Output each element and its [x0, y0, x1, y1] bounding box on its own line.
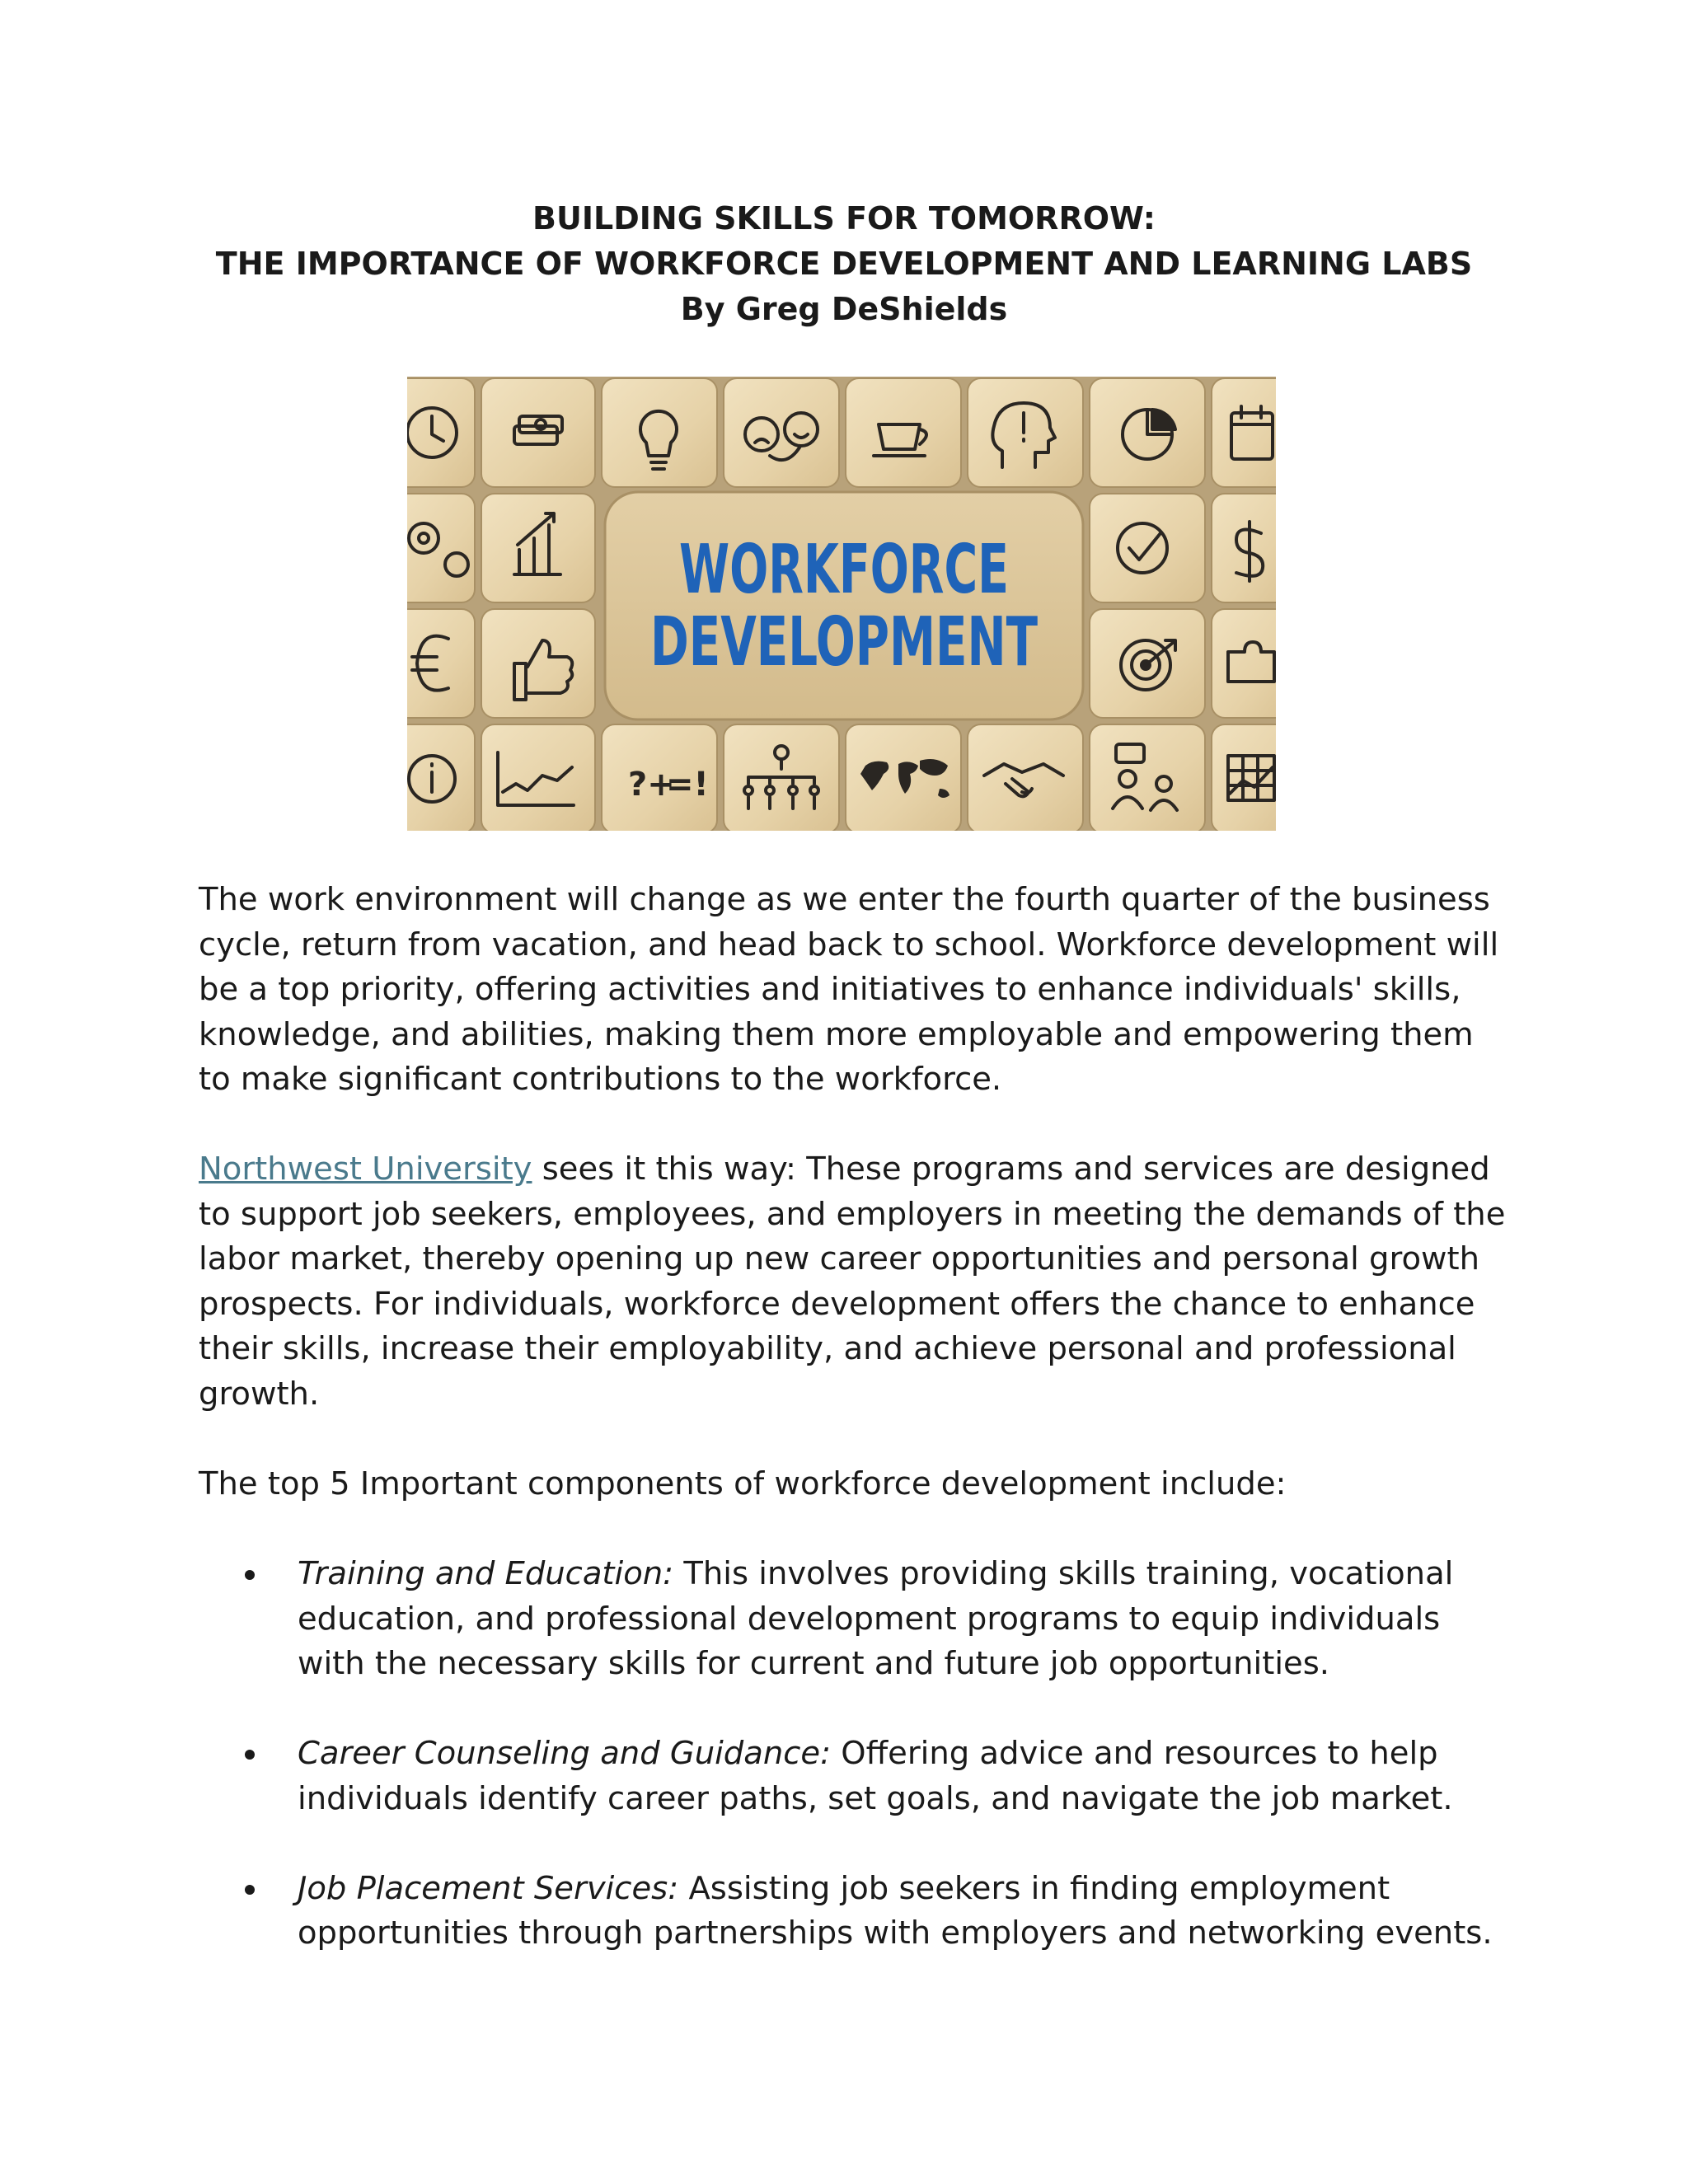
list-item: [199, 1552, 1509, 1687]
byline: By Greg DeShields: [680, 291, 1008, 327]
component-term: Career Counseling and Guidance:: [298, 1735, 832, 1772]
component-text: Offering advice and resources to help individuals identify career paths, set goals, and navigate the job market.: [298, 1735, 1453, 1817]
hero-text-workforce: WORKFORCE: [679, 531, 1009, 609]
list-item: [199, 1867, 1509, 1957]
dice-symbols-right: =!: [666, 766, 709, 804]
component-term: Training and Education:: [298, 1555, 674, 1592]
list-item: [199, 1732, 1509, 1821]
paragraph-intro: The work environment will change as we enter the fourth quarter of the business cycle, return from vacation, and head back to school. Workforce development will be a top priority, offering activities and initiatives to enhance individuals' skills, knowledge, and abilities, making them more employable and empowering them to make significant contributions to the workforce.: [199, 881, 1499, 1098]
component-term: Job Placement Services:: [298, 1869, 679, 1907]
paragraph-northwest: [199, 1147, 1509, 1417]
northwest-university-link[interactable]: Northwest University: [199, 1151, 532, 1188]
title-block: [0, 196, 1688, 332]
title-line-1: BUILDING SKILLS FOR TOMORROW:: [532, 200, 1156, 237]
dice-symbols-left: ?+: [628, 766, 675, 804]
bullet-icon: [245, 1750, 255, 1760]
paragraph-northwest-text: sees it this way: These programs and services are designed to support job seekers, employees, and employers in meeting the demands of the labor market, thereby opening up new career opportunities and personal growth prospects. For individuals, workforce development offers the chance to enhance their skills, increase their employability, and achieve personal and professional growth.: [199, 1151, 1506, 1413]
components-list: [199, 1552, 1509, 2001]
bullet-icon: [245, 1885, 255, 1895]
components-intro: The top 5 Important components of workforce development include:: [199, 1465, 1287, 1502]
component-text: This involves providing skills training, vocational education, and professional development programs to equip individuals with the necessary skills for current and future job opportunities.: [298, 1555, 1454, 1682]
bullet-icon: [245, 1570, 255, 1580]
workforce-development-image: [407, 377, 1276, 831]
hero-text-development: DEVELOPMENT: [650, 603, 1038, 682]
title-line-2: THE IMPORTANCE OF WORKFORCE DEVELOPMENT AND LEARNING LABS: [215, 246, 1473, 282]
component-text: Assisting job seekers in finding employment opportunities through partnerships with employers and networking events.: [298, 1869, 1493, 1952]
